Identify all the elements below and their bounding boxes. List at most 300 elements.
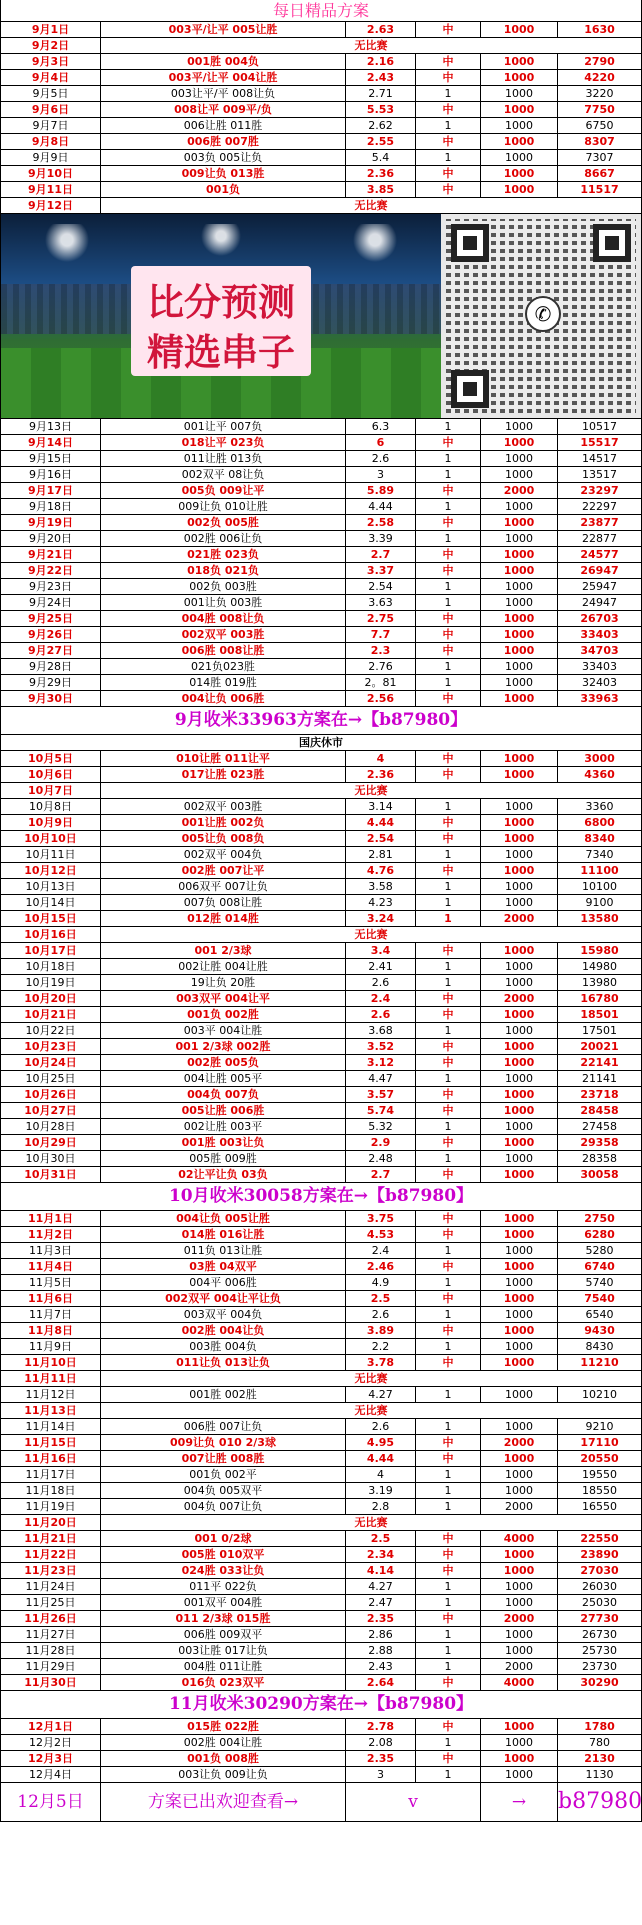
- row-odds: 3.58: [346, 879, 416, 894]
- table-row: [1, 1167, 641, 1183]
- row-result: 1: [416, 1659, 481, 1674]
- row-balance: 24947: [582, 596, 617, 609]
- row-balance: 780: [589, 1736, 610, 1749]
- row-balance: 6750: [585, 119, 614, 132]
- row-date: 11月7日: [1, 1307, 101, 1322]
- row-date: 10月9日: [1, 815, 101, 830]
- row-stake: 1000: [481, 1387, 558, 1402]
- footer-v: v: [346, 1783, 481, 1821]
- row-stake: 1000: [481, 595, 558, 610]
- table-row: [1, 1767, 641, 1783]
- row-odds: 2.6: [346, 1007, 416, 1022]
- row-result: 1: [416, 1119, 481, 1134]
- row-odds: 3.24: [346, 911, 416, 926]
- row-stake: 1000: [481, 1023, 558, 1038]
- row-date: 9月28日: [1, 659, 101, 674]
- row-stake: 1000: [481, 1291, 558, 1306]
- row-date: 10月24日: [1, 1055, 101, 1070]
- row-balance: 16550: [582, 1500, 617, 1513]
- row-odds: 3.19: [346, 1483, 416, 1498]
- row-balance: 7340: [585, 848, 614, 861]
- row-picks: 001胜 004负: [101, 54, 346, 69]
- row-date: 10月13日: [1, 879, 101, 894]
- row-balance: 11517: [580, 183, 619, 196]
- row-stake: 1000: [481, 815, 558, 830]
- row-date: 11月25日: [1, 1595, 101, 1610]
- row-date: 10月20日: [1, 991, 101, 1006]
- row-stake: 1000: [481, 1243, 558, 1258]
- table-row: [1, 1371, 641, 1387]
- row-stake: 1000: [481, 102, 558, 117]
- row-stake: 1000: [481, 1767, 558, 1782]
- row-result: 1: [416, 1307, 481, 1322]
- table-row: [1, 815, 641, 831]
- row-date: 10月11日: [1, 847, 101, 862]
- row-date: 11月15日: [1, 1435, 101, 1450]
- table-row: [1, 895, 641, 911]
- row-result: 1: [416, 911, 481, 926]
- row-date: 9月15日: [1, 451, 101, 466]
- row-picks: 003双平 004让平: [101, 991, 346, 1006]
- row-picks: 002让胜 004让胜: [101, 959, 346, 974]
- row-balance: 29358: [580, 1136, 619, 1149]
- row-balance: 6540: [585, 1308, 614, 1321]
- row-balance: 24577: [580, 548, 619, 561]
- row-odds: 2.36: [346, 767, 416, 782]
- no-match-note: 无比赛: [354, 784, 388, 797]
- row-picks: 009让负 010让胜: [101, 499, 346, 514]
- row-balance: 3000: [584, 752, 615, 765]
- row-date: 9月23日: [1, 579, 101, 594]
- row-odds: 4.47: [346, 1071, 416, 1086]
- row-date: 9月19日: [1, 515, 101, 530]
- row-date: 11月12日: [1, 1387, 101, 1402]
- row-result: 1: [416, 1643, 481, 1658]
- table-row: [1, 1643, 641, 1659]
- row-balance: 27730: [580, 1612, 619, 1625]
- table-row: [1, 1435, 641, 1451]
- row-odds: 5.4: [346, 150, 416, 165]
- row-result: 中: [416, 815, 481, 830]
- row-picks: 021负023胜: [101, 659, 346, 674]
- row-odds: 3.85: [346, 182, 416, 197]
- row-picks: 012胜 014胜: [101, 911, 346, 926]
- table-row: [1, 70, 641, 86]
- row-result: 1: [416, 1387, 481, 1402]
- row-date: 9月1日: [1, 22, 101, 37]
- table-row: [1, 467, 641, 483]
- row-odds: 2.63: [346, 22, 416, 37]
- row-picks: 003平 004让胜: [101, 1023, 346, 1038]
- no-match-note: 无比赛: [354, 199, 388, 212]
- footer-arrow: →: [481, 1783, 558, 1821]
- row-result: 中: [416, 1227, 481, 1242]
- row-odds: 4.9: [346, 1275, 416, 1290]
- row-result: 中: [416, 54, 481, 69]
- table-row: [1, 134, 641, 150]
- row-date: 12月4日: [1, 1767, 101, 1782]
- row-date: 11月20日: [1, 1515, 101, 1530]
- row-result: 中: [416, 627, 481, 642]
- row-odds: 6: [346, 435, 416, 450]
- row-stake: 1000: [481, 1547, 558, 1562]
- row-picks: 010让胜 011让平: [101, 751, 346, 766]
- table-row: [1, 1387, 641, 1403]
- row-result: 1: [416, 419, 481, 434]
- table-row: [1, 1611, 641, 1627]
- row-picks: 005让胜 006胜: [101, 1103, 346, 1118]
- row-stake: 1000: [481, 895, 558, 910]
- table-row: [1, 611, 641, 627]
- row-result: 1: [416, 879, 481, 894]
- row-date: 11月14日: [1, 1419, 101, 1434]
- row-odds: 2.54: [346, 579, 416, 594]
- row-stake: 1000: [481, 943, 558, 958]
- row-balance: 3360: [585, 800, 614, 813]
- row-result: 1: [416, 86, 481, 101]
- row-balance: 26947: [580, 564, 619, 577]
- table-row: [1, 1499, 641, 1515]
- row-date: 10月22日: [1, 1023, 101, 1038]
- row-balance: 28458: [580, 1104, 619, 1117]
- row-odds: 4.95: [346, 1435, 416, 1450]
- row-picks: 003让平/平 008让负: [101, 86, 346, 101]
- row-date: 11月10日: [1, 1355, 101, 1370]
- row-stake: 1000: [481, 975, 558, 990]
- row-date: 9月27日: [1, 643, 101, 658]
- row-result: 1: [416, 451, 481, 466]
- row-picks: 009让负 013胜: [101, 166, 346, 181]
- row-date: 9月4日: [1, 70, 101, 85]
- row-result: 1: [416, 1339, 481, 1354]
- row-picks: 002胜 007让平: [101, 863, 346, 878]
- row-result: 中: [416, 435, 481, 450]
- row-balance: 20550: [580, 1452, 619, 1465]
- row-balance: 4360: [584, 768, 615, 781]
- row-odds: 2.08: [346, 1735, 416, 1750]
- table-row: [1, 799, 641, 815]
- table-row: [1, 579, 641, 595]
- row-stake: 1000: [481, 799, 558, 814]
- row-result: 中: [416, 1323, 481, 1338]
- row-stake: 1000: [481, 1071, 558, 1086]
- row-odds: 4.27: [346, 1387, 416, 1402]
- row-balance: 1130: [585, 1768, 614, 1781]
- row-picks: 008让平 009平/负: [101, 102, 346, 117]
- row-date: 10月5日: [1, 751, 101, 766]
- row-picks: 004负 005双平: [101, 1483, 346, 1498]
- qr-finder-top-right: [593, 224, 631, 262]
- row-balance: 15980: [580, 944, 619, 957]
- promo-banner: [1, 214, 641, 419]
- table-row: [1, 959, 641, 975]
- table-row: [1, 863, 641, 879]
- row-odds: 2.64: [346, 1675, 416, 1690]
- row-balance: 16780: [580, 992, 619, 1005]
- row-picks: 004让负 005让胜: [101, 1211, 346, 1226]
- row-result: 中: [416, 831, 481, 846]
- table-row: [1, 643, 641, 659]
- table-row: [1, 911, 641, 927]
- table-row: [1, 1259, 641, 1275]
- table-row: [1, 86, 641, 102]
- row-balance: 2130: [584, 1752, 615, 1765]
- row-balance: 8667: [584, 167, 615, 180]
- row-picks: 001双平 004胜: [101, 1595, 346, 1610]
- row-balance: 4220: [584, 71, 615, 84]
- row-stake: 1000: [481, 547, 558, 562]
- row-picks: 003让胜 017让负: [101, 1643, 346, 1658]
- row-stake: 1000: [481, 1167, 558, 1182]
- table-row: [1, 499, 641, 515]
- september-summary: 9月收米33963方案在→【b87980】: [1, 707, 641, 735]
- row-result: 1: [416, 531, 481, 546]
- row-odds: 4.44: [346, 1451, 416, 1466]
- table-row: [1, 1483, 641, 1499]
- row-stake: 1000: [481, 1151, 558, 1166]
- row-date: 11月6日: [1, 1291, 101, 1306]
- row-balance: 23877: [580, 516, 619, 529]
- row-odds: 2.62: [346, 118, 416, 133]
- row-odds: 2.5: [346, 1291, 416, 1306]
- row-date: 10月17日: [1, 943, 101, 958]
- table-row: [1, 659, 641, 675]
- row-result: 1: [416, 847, 481, 862]
- row-stake: 1000: [481, 1039, 558, 1054]
- row-odds: 2.75: [346, 611, 416, 626]
- row-odds: 7.7: [346, 627, 416, 642]
- row-stake: 1000: [481, 643, 558, 658]
- row-result: 1: [416, 595, 481, 610]
- row-odds: 3.68: [346, 1023, 416, 1038]
- row-stake: 1000: [481, 1259, 558, 1274]
- row-stake: 1000: [481, 675, 558, 690]
- row-stake: 1000: [481, 611, 558, 626]
- row-stake: 1000: [481, 1627, 558, 1642]
- row-stake: 1000: [481, 1307, 558, 1322]
- table-row: [1, 198, 641, 214]
- row-stake: 1000: [481, 467, 558, 482]
- row-date: 10月12日: [1, 863, 101, 878]
- row-picks: 004让负 006胜: [101, 691, 346, 706]
- row-result: 中: [416, 1611, 481, 1626]
- row-balance: 23297: [580, 484, 619, 497]
- row-result: 中: [416, 1291, 481, 1306]
- row-picks: 015胜 022胜: [101, 1719, 346, 1734]
- row-picks: 011让胜 013负: [101, 451, 346, 466]
- table-row: [1, 166, 641, 182]
- row-odds: 2.4: [346, 1243, 416, 1258]
- row-balance: 23890: [580, 1548, 619, 1561]
- row-result: 中: [416, 547, 481, 562]
- table-row: [1, 118, 641, 134]
- row-stake: 1000: [481, 134, 558, 149]
- row-balance: 13980: [582, 976, 617, 989]
- row-balance: 26730: [582, 1628, 617, 1641]
- row-stake: 1000: [481, 166, 558, 181]
- row-result: 中: [416, 22, 481, 37]
- row-date: 10月27日: [1, 1103, 101, 1118]
- table-row: [1, 1291, 641, 1307]
- row-picks: 03胜 04双平: [101, 1259, 346, 1274]
- row-picks: 006胜 007胜: [101, 134, 346, 149]
- row-odds: 2.48: [346, 1151, 416, 1166]
- row-date: 10月21日: [1, 1007, 101, 1022]
- row-result: 中: [416, 483, 481, 498]
- row-odds: 2.71: [346, 86, 416, 101]
- row-odds: 3: [346, 467, 416, 482]
- row-picks: 002胜 005负: [101, 1055, 346, 1070]
- row-date: 10月8日: [1, 799, 101, 814]
- row-balance: 11100: [580, 864, 619, 877]
- table-row: [1, 1719, 641, 1735]
- row-date: 9月12日: [1, 198, 101, 213]
- row-odds: 4.44: [346, 499, 416, 514]
- row-balance: 1630: [584, 23, 615, 36]
- row-odds: 2.34: [346, 1547, 416, 1562]
- row-result: 1: [416, 118, 481, 133]
- row-odds: 4.23: [346, 895, 416, 910]
- no-match-note: 无比赛: [354, 1516, 388, 1529]
- row-odds: 2.58: [346, 515, 416, 530]
- row-picks: 011负 013让胜: [101, 1243, 346, 1258]
- table-row: [1, 1675, 641, 1691]
- row-stake: 1000: [481, 1227, 558, 1242]
- banner-line2: 精选串子: [147, 331, 295, 374]
- row-balance: 25947: [582, 580, 617, 593]
- table-row: [1, 1403, 641, 1419]
- no-match-note: 无比赛: [354, 1372, 388, 1385]
- row-date: 11月18日: [1, 1483, 101, 1498]
- row-odds: 2.41: [346, 959, 416, 974]
- row-date: 11月28日: [1, 1643, 101, 1658]
- november-summary: 11月收米30290方案在→【b87980】: [1, 1691, 641, 1719]
- row-picks: 005负 009让平: [101, 483, 346, 498]
- row-balance: 9100: [585, 896, 614, 909]
- row-picks: 004负 007让负: [101, 1499, 346, 1514]
- row-balance: 14517: [582, 452, 617, 465]
- row-picks: 001负: [101, 182, 346, 197]
- row-date: 11月13日: [1, 1403, 101, 1418]
- row-date: 12月2日: [1, 1735, 101, 1750]
- row-stake: 1000: [481, 1579, 558, 1594]
- row-date: 10月26日: [1, 1087, 101, 1102]
- table-row: [1, 1211, 641, 1227]
- table-row: [1, 150, 641, 166]
- row-balance: 10100: [582, 880, 617, 893]
- row-date: 11月4日: [1, 1259, 101, 1274]
- table-row: [1, 975, 641, 991]
- row-picks: 003平/让平 005让胜: [101, 22, 346, 37]
- row-picks: 017让胜 023胜: [101, 767, 346, 782]
- row-stake: 1000: [481, 751, 558, 766]
- row-picks: 014胜 019胜: [101, 675, 346, 690]
- row-date: 10月16日: [1, 927, 101, 942]
- row-date: 9月18日: [1, 499, 101, 514]
- row-balance: 1780: [584, 1720, 615, 1733]
- row-date: 9月16日: [1, 467, 101, 482]
- row-odds: 3.39: [346, 531, 416, 546]
- row-picks: 004让胜 005平: [101, 1071, 346, 1086]
- row-stake: 1000: [481, 1211, 558, 1226]
- row-balance: 8340: [584, 832, 615, 845]
- row-odds: 2.5: [346, 1531, 416, 1546]
- row-result: 中: [416, 1531, 481, 1546]
- table-row: [1, 1627, 641, 1643]
- table-row: [1, 1023, 641, 1039]
- row-date: 11月27日: [1, 1627, 101, 1642]
- row-date: 10月15日: [1, 911, 101, 926]
- banner-line1: 比分预测: [147, 281, 295, 324]
- row-picks: 02让平让负 03负: [101, 1167, 346, 1182]
- row-date: 10月25日: [1, 1071, 101, 1086]
- table-row: [1, 1339, 641, 1355]
- row-stake: 1000: [481, 1103, 558, 1118]
- row-odds: 4.53: [346, 1227, 416, 1242]
- row-stake: 1000: [481, 531, 558, 546]
- row-stake: 1000: [481, 86, 558, 101]
- row-balance: 28358: [582, 1152, 617, 1165]
- row-picks: 003让负 009让负: [101, 1767, 346, 1782]
- row-result: 1: [416, 675, 481, 690]
- row-date: 12月3日: [1, 1751, 101, 1766]
- row-picks: 006胜 008让胜: [101, 643, 346, 658]
- row-date: 11月16日: [1, 1451, 101, 1466]
- row-stake: 1000: [481, 435, 558, 450]
- row-result: 中: [416, 611, 481, 626]
- row-result: 中: [416, 166, 481, 181]
- row-result: 中: [416, 691, 481, 706]
- row-odds: 2.6: [346, 975, 416, 990]
- row-balance: 14980: [582, 960, 617, 973]
- row-date: 9月29日: [1, 675, 101, 690]
- table-row: [1, 751, 641, 767]
- row-result: 1: [416, 1151, 481, 1166]
- row-balance: 27458: [582, 1120, 617, 1133]
- table-row: [1, 1659, 641, 1675]
- row-stake: 1000: [481, 959, 558, 974]
- row-picks: 006双平 007让负: [101, 879, 346, 894]
- row-picks: 002让胜 003平: [101, 1119, 346, 1134]
- row-date: 9月9日: [1, 150, 101, 165]
- row-stake: 1000: [481, 182, 558, 197]
- row-odds: 3.78: [346, 1355, 416, 1370]
- row-picks: 001让平 007负: [101, 419, 346, 434]
- row-picks: 003胜 004负: [101, 1339, 346, 1354]
- row-balance: 10210: [582, 1388, 617, 1401]
- row-date: 9月7日: [1, 118, 101, 133]
- row-odds: 2.81: [346, 847, 416, 862]
- row-odds: 2.88: [346, 1643, 416, 1658]
- row-stake: 1000: [481, 419, 558, 434]
- table-row: [1, 767, 641, 783]
- row-date: 11月8日: [1, 1323, 101, 1338]
- row-balance: 2790: [584, 55, 615, 68]
- row-result: 中: [416, 991, 481, 1006]
- row-stake: 1000: [481, 1451, 558, 1466]
- row-balance: 30058: [580, 1168, 619, 1181]
- row-stake: 1000: [481, 767, 558, 782]
- row-balance: 8430: [585, 1340, 614, 1353]
- row-balance: 8307: [584, 135, 615, 148]
- row-result: 1: [416, 1499, 481, 1514]
- row-picks: 003负 005让负: [101, 150, 346, 165]
- row-balance: 33403: [580, 628, 619, 641]
- row-result: 1: [416, 1595, 481, 1610]
- row-odds: 3.63: [346, 595, 416, 610]
- table-row: [1, 1275, 641, 1291]
- row-date: 9月11日: [1, 182, 101, 197]
